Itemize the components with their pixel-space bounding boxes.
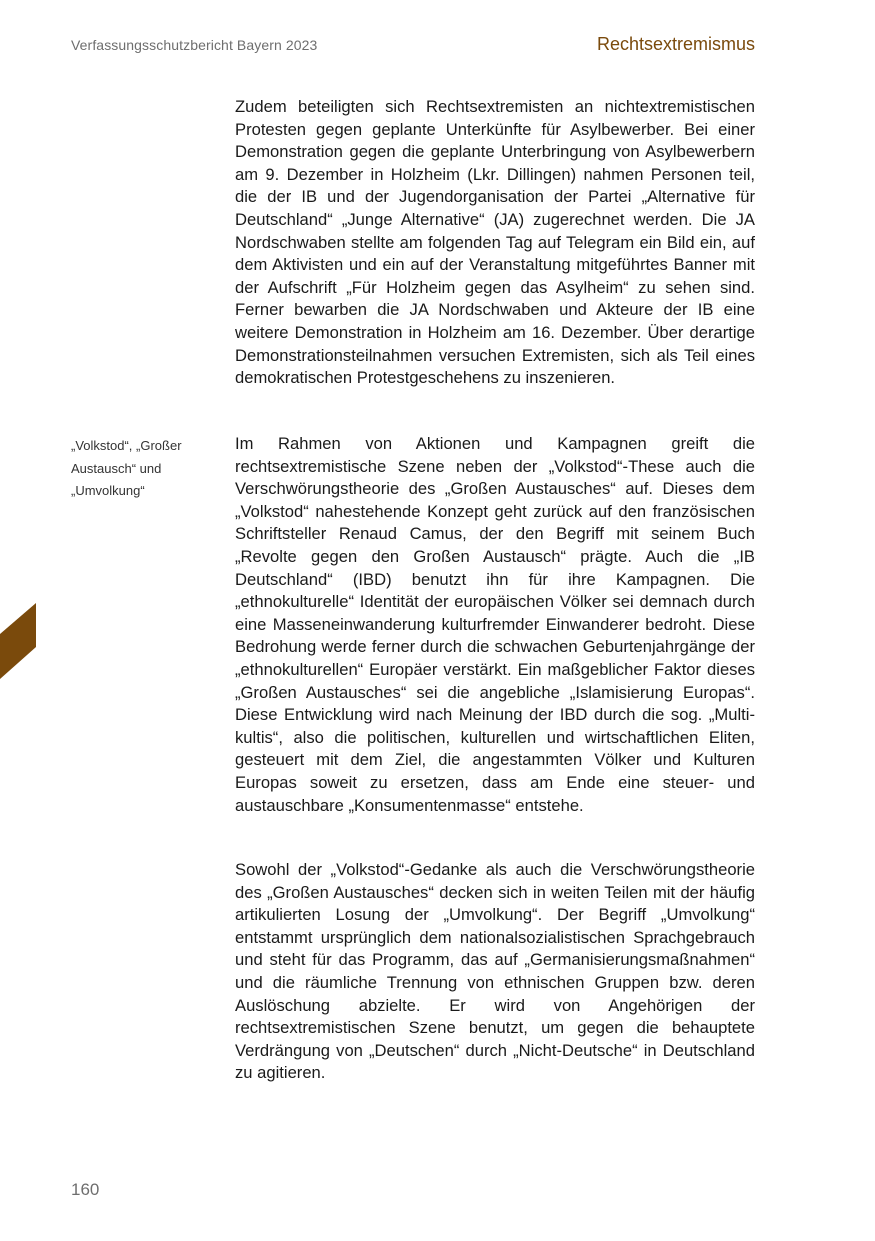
chapter-tab-marker bbox=[0, 603, 36, 679]
body-paragraph-2 bbox=[235, 433, 755, 817]
page-number: 160 bbox=[71, 1180, 100, 1199]
margin-note-line: Austausch“ und bbox=[71, 460, 162, 476]
margin-note-line: „Volkstod“, „Großer bbox=[71, 438, 182, 453]
paragraph-text: Sowohl der „Volkstod“-Gedanke als auch die Verschwörungstheorie des „Großen Austausches“ decken sich in weiten Teilen mit der häufig artikulierten Losung der „Umvolkung“. Der Begriff „Umvolkung“ entstammt ursprünglich dem nationalsozialistischen Sprachgebrauch und steht für das Programm, das auf „Germanisierungsmaßnahmen“ und die räumliche Trennung von ethnischen Gruppen bzw. deren Auslöschung abzielte. Er wird von Angehörigen der rechtsextremistischen Szene benutzt, um gegen die behauptete Verdrängung von „Deutschen“ durch „Nicht-Deutsche“ in Deutschland zu agitieren. bbox=[235, 860, 755, 1083]
chapter-title: Rechtsextremismus bbox=[596, 34, 755, 54]
margin-note-line: „Umvolkung“ bbox=[71, 483, 145, 498]
body-paragraph-3 bbox=[235, 859, 755, 1085]
body-paragraph-1 bbox=[235, 96, 755, 390]
paragraph-text: Zudem beteiligten sich Rechtsextremisten an nichtextremistischen Protesten gegen geplante Unterkünfte für Asylbewerber. Bei einer Demonstration gegen die geplante Unterbringung von Asylbewerbern am 9. Dezember in Holzheim (Lkr. Dillingen) nahmen Personen teil, die der IB und der Jugendorganisation der Partei „Alternative für Deutschland“ „Junge Alternative“ (JA) zugerechnet werden. Die JA Nordschwaben stellte am folgenden Tag auf Telegram ein Bild ein, auf dem Aktivisten und ein auf der Veranstaltung mitgeführtes Banner mit der Aufschrift „Für Holzheim gegen das Asylheim“ zu sehen sind. Ferner bewarben die JA Nordschwaben und Akteure der IB eine weitere Demonstration in Holzheim am 16. Dezember. Über derartige Demonstrationsteilnahmen versuchen Extremisten, sich als Teil eines demokratischen Protestgeschehens zu inszenieren. bbox=[235, 97, 755, 388]
running-header-title: Verfassungsschutzbericht Bayern 2023 bbox=[71, 37, 318, 53]
paragraph-text: Im Rahmen von Aktionen und Kampagnen greift die rechtsextremistische Szene neben der „Volkstod“-These auch die Verschwörungstheorie des „Großen Austausches“ auf. Dieses dem „Volkstod“ nahestehende Konzept geht zurück auf den französischen Schriftsteller Renaud Camus, der den Begriff mit seinem Buch „Revolte gegen den Großen Austausch“ prägte. Auch die „IB Deutschland“ (IBD) benutzt ihn für ihre Kampagnen. Die „ethnokulturelle“ Identität der europäischen Völker sei demnach durch eine Masseneinwanderung kulturfremder Einwanderer bedroht. Diese Bedrohung werde ferner durch die schwachen Geburtenjahrgänge der „ethnokulturellen“ Europäer verstärkt. Ein maßgeblicher Faktor dieses „Großen Austausches“ sei die angebliche „Islamisierung Europas“. Diese Entwicklung wird nach Meinung der IBD durch die sog. „Multikultis“, also die politischen, kulturellen und wirtschaftlichen Eliten, gesteuert mit dem Ziel, die angestammten Völker und Kulturen Europas soweit zu ersetzen, dass am Ende eine steuer- und austauschbare „Konsumentenmasse“ entstehe. bbox=[235, 434, 755, 815]
margin-note bbox=[71, 435, 216, 503]
